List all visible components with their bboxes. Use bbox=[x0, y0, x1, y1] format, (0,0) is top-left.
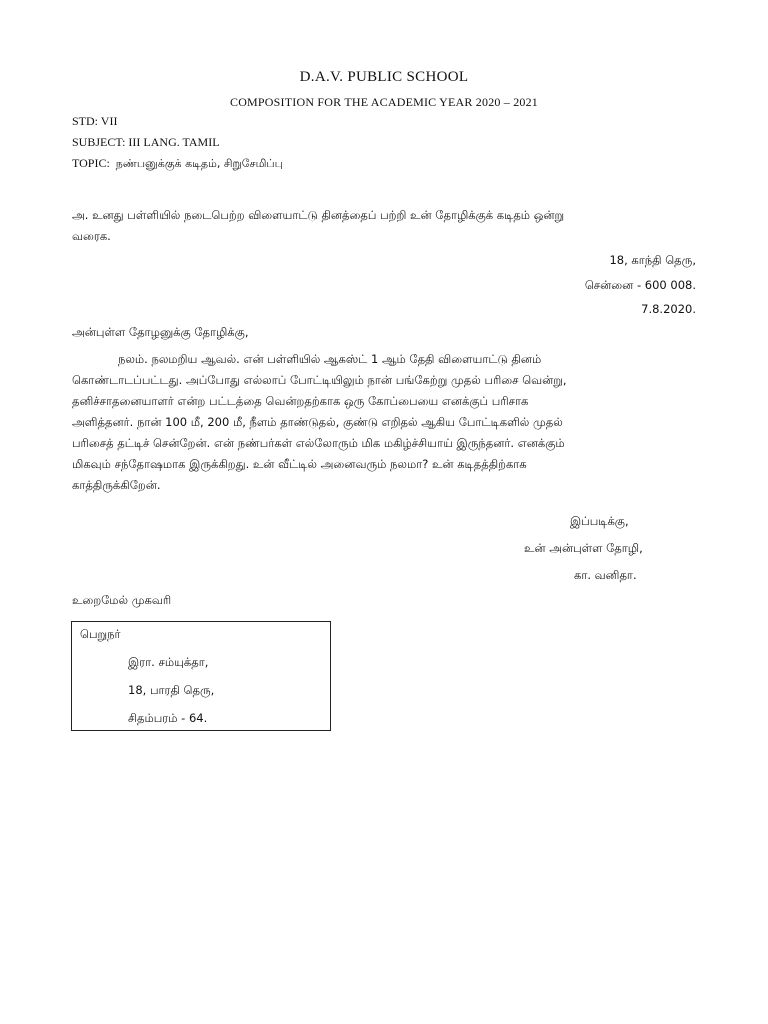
envelope-label: உறைமேல் முகவரி bbox=[72, 593, 172, 607]
question-line-1: அ. உனது பள்ளியில் நடைபெற்ற விளையாட்டு தினத்தைப் பற்றி உன் தோழிக்குக் கடிதம் ஒன்று bbox=[72, 208, 565, 222]
letter-body-line: தனிச்சாதனையாளர் என்ற பட்டத்தை வென்றதற்காக ஒரு கோப்பையை எனக்குப் பரிசாக bbox=[72, 394, 529, 408]
school-title: D.A.V. PUBLIC SCHOOL bbox=[299, 69, 469, 85]
salutation: அன்புள்ள தோழனுக்கு தோழிக்கு, bbox=[72, 325, 249, 339]
subject-line: SUBJECT: III LANG. TAMIL bbox=[72, 135, 220, 149]
question-line-2: வரைக. bbox=[72, 229, 111, 243]
sender-street: 18, காந்தி தெரு, bbox=[609, 253, 696, 267]
letter-body-line: பரிசைத் தட்டிச் சென்றேன். என் நண்பர்கள் எல்லோரும் மிக மகிழ்ச்சியாய் இருந்தனர். எனக்கும் bbox=[72, 436, 565, 450]
letter-body-line: அளித்தனர். நான் 100 மீ, 200 மீ, நீளம் தாண்டுதல், குண்டு எறிதல் ஆகிய போட்டிகளில் முதல் bbox=[72, 415, 563, 429]
letter-body-line: மிகவும் சந்தோஷமாக இருக்கிறது. உன் வீட்டில் அனைவரும் நலமா? உன் கடிதத்திற்காக bbox=[72, 457, 527, 471]
signature-name: கா. வனிதா. bbox=[574, 568, 637, 582]
letter-body-line: நலம். நலமறிய ஆவல். என் பள்ளியில் ஆகஸ்ட் 1 ஆம் தேதி விளையாட்டு தினம் bbox=[118, 352, 542, 366]
closing-line: உன் அன்புள்ள தோழி, bbox=[524, 541, 643, 555]
receiver-street: 18, பாரதி தெரு, bbox=[128, 683, 215, 697]
topic-line bbox=[72, 156, 283, 172]
closing-line: இப்படிக்கு, bbox=[570, 514, 629, 528]
topic-value: நண்பனுக்குக் கடிதம், சிறுசேமிப்பு bbox=[115, 157, 283, 170]
composition-title: COMPOSITION FOR THE ACADEMIC YEAR 2020 – 2021 bbox=[229, 95, 539, 109]
receiver-name: இரா. சம்யுக்தா, bbox=[128, 655, 209, 669]
receiver-city: சிதம்பரம் - 64. bbox=[128, 711, 208, 725]
sender-city: சென்னை - 600 008. bbox=[584, 278, 696, 292]
letter-body-line: கொண்டாடப்பட்டது. அப்போது எல்லாப் போட்டியிலும் நான் பங்கேற்று முதல் பரிசை வென்று, bbox=[72, 373, 567, 387]
topic-label: TOPIC: bbox=[72, 156, 110, 170]
letter-body-line: காத்திருக்கிறேன். bbox=[72, 478, 161, 492]
std-line: STD: VII bbox=[72, 114, 118, 128]
receiver-label: பெறுநர் bbox=[80, 627, 121, 641]
letter-date: 7.8.2020. bbox=[641, 302, 696, 316]
